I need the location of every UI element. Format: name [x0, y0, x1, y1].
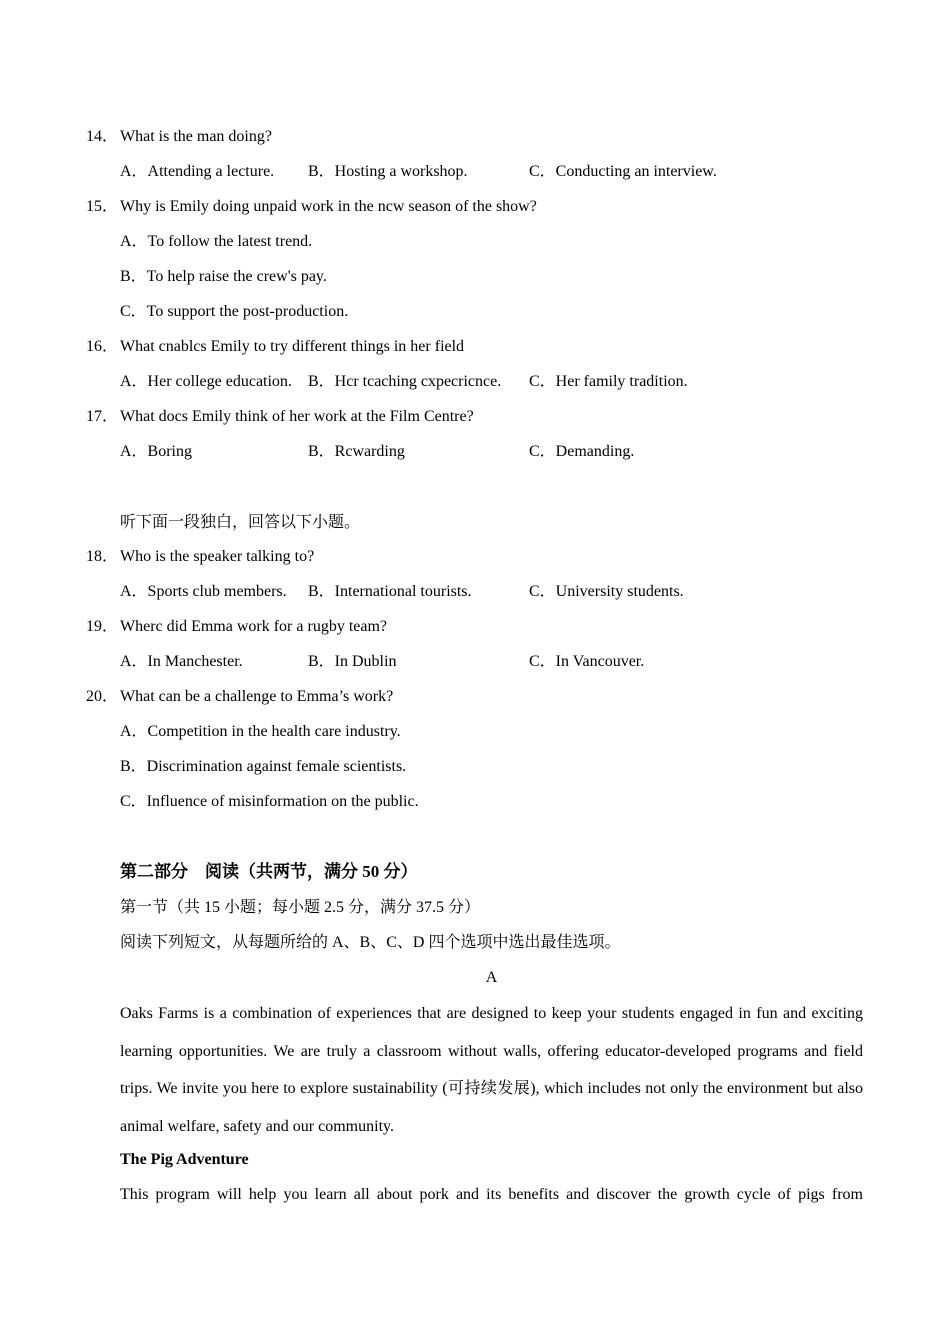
question-text: What can be a challenge to Emma’s work?	[120, 688, 394, 705]
question-number: 19．	[86, 618, 119, 635]
option-b: B．Hosting a workshop.	[308, 163, 468, 180]
option-c: C．Her family tradition.	[529, 373, 688, 390]
program-title: The Pig Adventure	[120, 1151, 249, 1168]
question-text: What is the man doing?	[120, 128, 272, 145]
option-a: A．Her college education.	[120, 373, 292, 390]
passage-label: A	[485, 969, 498, 986]
question-number: 20．	[86, 688, 119, 705]
option-c: C．Conducting an interview.	[529, 163, 717, 180]
option-c: C．Demanding.	[529, 443, 635, 460]
question-number: 18．	[86, 548, 119, 565]
option-c: C．To support the post-production.	[120, 303, 349, 320]
question-text: Who is the speaker talking to?	[120, 548, 315, 565]
monologue-intro: 听下面一段独白，回答以下小题。	[120, 514, 361, 531]
question-number: 17．	[86, 408, 119, 425]
option-b: B．International tourists.	[308, 583, 472, 600]
option-a: A．In Manchester.	[120, 653, 243, 670]
option-a: A．Attending a lecture.	[120, 163, 275, 180]
reading-instruction: 阅读下列短文，从每题所给的 A、B、C、D 四个选项中选出最佳选项。	[120, 934, 621, 951]
option-b: B．To help raise the crew's pay.	[120, 268, 327, 285]
option-b: B．Hcr tcaching cxpecricnce.	[308, 373, 502, 390]
question-text: What cnablcs Emily to try different things in her field	[120, 338, 465, 355]
question-text: Why is Emily doing unpaid work in the ncw season of the show?	[120, 198, 537, 215]
question-text: Wherc did Emma work for a rugby team?	[120, 618, 388, 635]
option-b: B．Rcwarding	[308, 443, 405, 460]
option-c: C．In Vancouver.	[529, 653, 645, 670]
section-note: 第一节（共 15 小题；每小题 2.5 分，满分 37.5 分）	[120, 899, 481, 916]
question-number: 15．	[86, 198, 119, 215]
question-text: What docs Emily think of her work at the Film Centre?	[120, 408, 474, 425]
option-a: A．To follow the latest trend.	[120, 233, 313, 250]
question-number: 16．	[86, 338, 119, 355]
option-a: A．Sports club members.	[120, 583, 287, 600]
option-b: B．In Dublin	[308, 653, 397, 670]
program-text: This program will help you learn all about pork and its benefits and discover the growth cycle of pigs from	[120, 1186, 863, 1203]
part-title: 第二部分 阅读（共两节，满分 50 分）	[120, 862, 418, 881]
option-a: A．Boring	[120, 443, 193, 460]
option-a: A．Competition in the health care industry.	[120, 723, 401, 740]
passage-intro-paragraph: Oaks Farms is a combination of experiences that are designed to keep your students engaged in fun and exciting learning opportunities. We are truly a classroom without walls, offering educator-developed programs and field trips. We invite you here to explore sustainability (可持续发展), which includes not only the environment but also animal welfare, safety and our community.	[120, 1005, 863, 1135]
option-b: B．Discrimination against female scientists.	[120, 758, 407, 775]
option-c: C．Influence of misinformation on the public.	[120, 793, 419, 810]
option-c: C．University students.	[529, 583, 684, 600]
question-number: 14．	[86, 128, 119, 145]
